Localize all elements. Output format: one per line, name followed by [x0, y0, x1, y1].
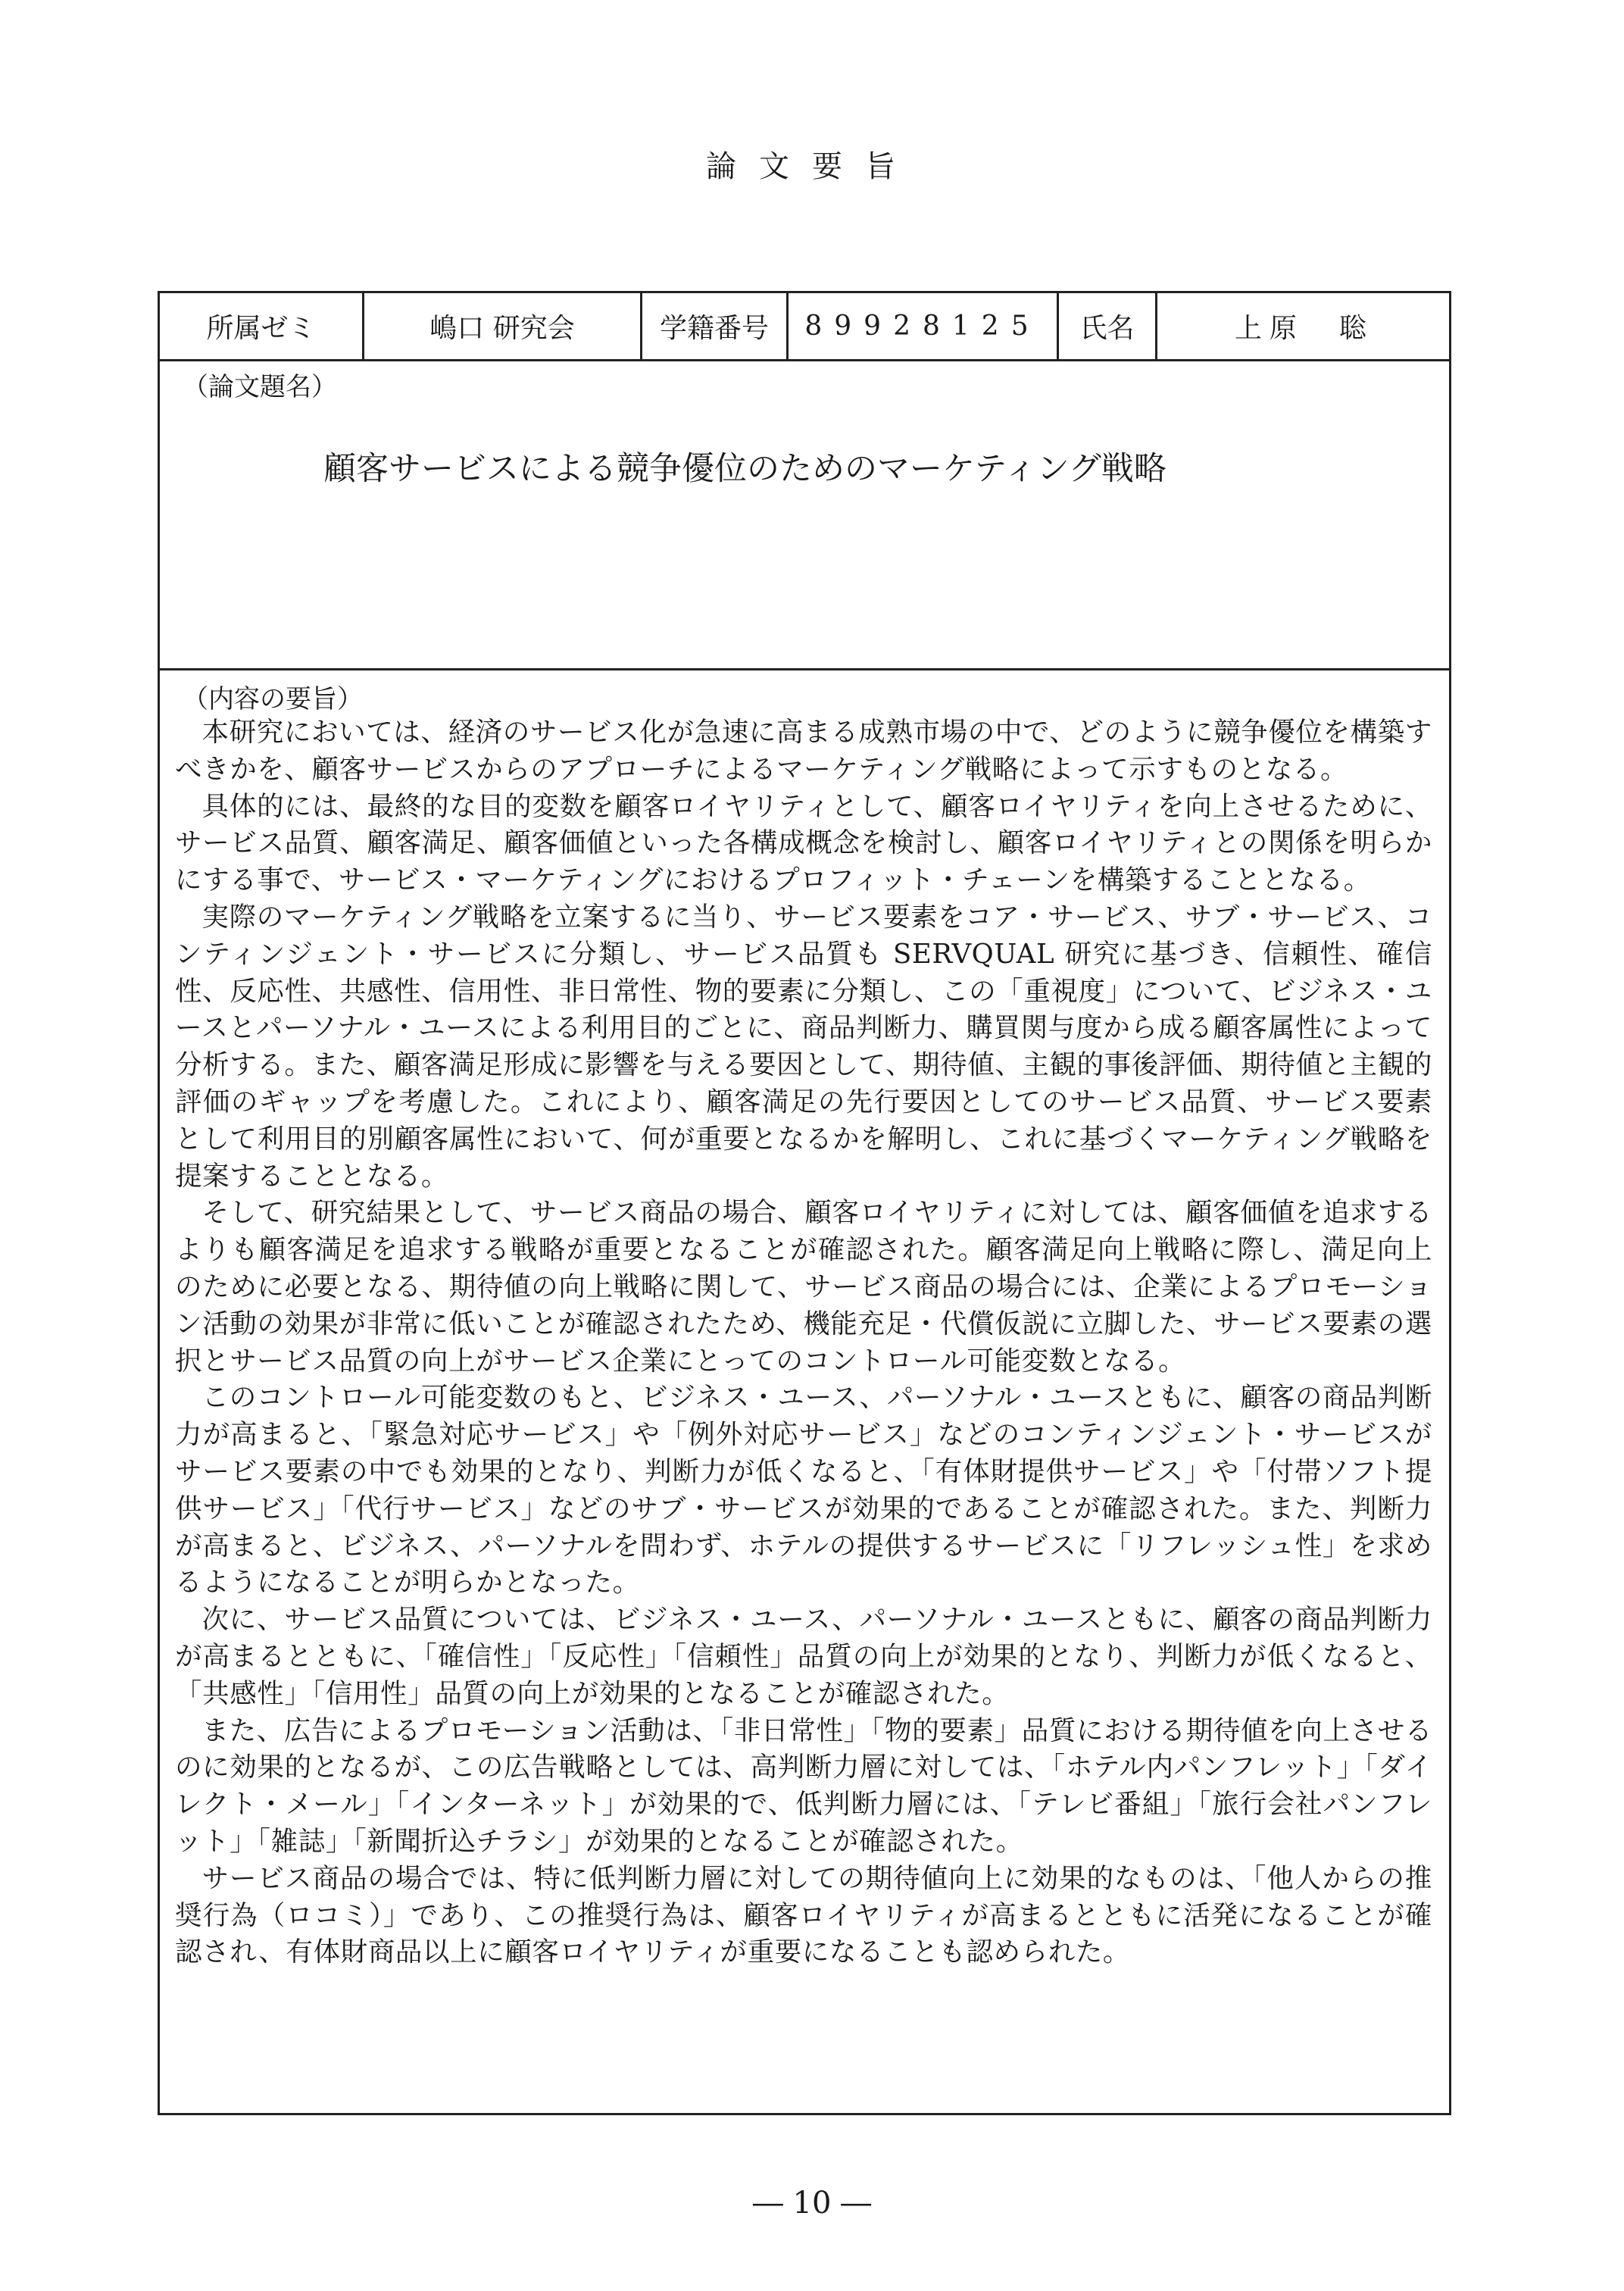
seminar-label: 所属ゼミ — [160, 293, 364, 359]
abstract-form — [158, 291, 1451, 2115]
header-row — [160, 293, 1449, 361]
summary-paragraph: 次に、サービス品質については、ビジネス・ユース、パーソナル・ユースともに、顧客の商品判断力が高まるとともに、「確信性」「反応性」「信頼性」品質の向上が効果的となり、判断力が低くなると、「共感性」「信用性」品質の向上が効果的となることが確認された。 — [175, 1604, 1432, 1709]
summary-paragraph: 実際のマーケティング戦略を立案するに当り、サービス要素をコア・サービス、サブ・サービス、コンティンジェント・サービスに分類し、サービス品質も SERVQUAL 研究に基づき、信頼性、確信性、反応性、共感性、信用性、非日常性、物的要素に分類し、この「重視度」について、ビジネス・ユースとパーソナル・ユースによる利用目的ごとに、商品判断力、購買関与度から成る顧客属性によって分析する。また、顧客満足形成に影響を与える要因として、期待値、主観的事後評価、期待値と主観的評価のギャップを考慮した。これにより、顧客満足の先行要因としてのサービス品質、サービス要素として利用目的別顧客属性において、何が重要となるかを解明し、これに基づくマーケティング戦略を提案することとなる。 — [175, 901, 1432, 1192]
name-value: 上原 聡 — [1234, 313, 1374, 344]
name-label: 氏名 — [1059, 293, 1157, 359]
summary-paragraph: そして、研究結果として、サービス商品の場合、顧客ロイヤリティに対しては、顧客価値を追求するよりも顧客満足を追求する戦略が重要となることが確認された。顧客満足向上戦略に際し、満足向上のために必要となる、期待値の向上戦略に関して、サービス商品の場合には、企業によるプロモーション活動の効果が非常に低いことが確認されたため、機能充足・代償仮説に立脚した、サービス要素の選択とサービス品質の向上がサービス企業にとってのコントロール可能変数となる。 — [175, 1197, 1432, 1377]
student-id-value: 89928125 — [789, 293, 1059, 359]
summary-label: （内容の要旨） — [183, 684, 363, 714]
document-title: 論文要旨 — [706, 149, 918, 184]
seminar-value: 嶋口 研究会 — [364, 293, 642, 359]
thesis-title: 顧客サービスによる競争優位のためのマーケティング戦略 — [323, 450, 1166, 488]
summary-section — [160, 670, 1449, 2113]
summary-paragraph: このコントロール可能変数のもと、ビジネス・ユース、パーソナル・ユースともに、顧客の商品判断力が高まると、「緊急対応サービス」や「例外対応サービス」などのコンティンジェント・サービスがサービス要素の中でも効果的となり、判断力が低くなると、「有体財提供サービス」や「付帯ソフト提供サービス」「代行サービス」などのサブ・サービスが効果的であることが確認された。また、判断力が高まると、ビジネス、パーソナルを問わず、ホテルの提供するサービスに「リフレッシュ性」を求めるようになることが明らかとなった。 — [175, 1382, 1432, 1599]
student-id-label: 学籍番号 — [642, 293, 789, 359]
summary-paragraph: 具体的には、最終的な目的変数を顧客ロイヤリティとして、顧客ロイヤリティを向上させるために、サービス品質、顧客満足、顧客価値といった各構成概念を検討し、顧客ロイヤリティとの関係を明らかにする事で、サービス・マーケティングにおけるプロフィット・チェーンを構築することとなる。 — [175, 790, 1432, 896]
summary-paragraph: 本研究においては、経済のサービス化が急速に高まる成熟市場の中で、どのように競争優位を構築すべきかを、顧客サービスからのアプローチによるマーケティング戦略によって示すものとなる。 — [175, 717, 1432, 785]
page-number: ― 10 ― — [752, 2186, 872, 2221]
thesis-title-section — [160, 361, 1449, 670]
summary-paragraph: サービス商品の場合では、特に低判断力層に対しての期待値向上に効果的なものは、「他人からの推奨行為（ロコミ）」であり、この推奨行為は、顧客ロイヤリティが高まるとともに活発になることが確認され、有体財商品以上に顧客ロイヤリティが重要になることも認められた。 — [175, 1862, 1432, 1968]
summary-body — [175, 714, 1432, 1971]
thesis-title-label: （論文題名） — [183, 372, 337, 402]
summary-paragraph: また、広告によるプロモーション活動は、「非日常性」「物的要素」品質における期待値を向上させるのに効果的となるが、この広告戦略としては、高判断力層に対しては、「ホテル内パンフレット」「ダイレクト・メール」「インターネット」が効果的で、低判断力層には、「テレビ番組」「旅行会社パンフレット」「雑誌」「新聞折込チラシ」が効果的となることが確認された。 — [175, 1714, 1432, 1857]
